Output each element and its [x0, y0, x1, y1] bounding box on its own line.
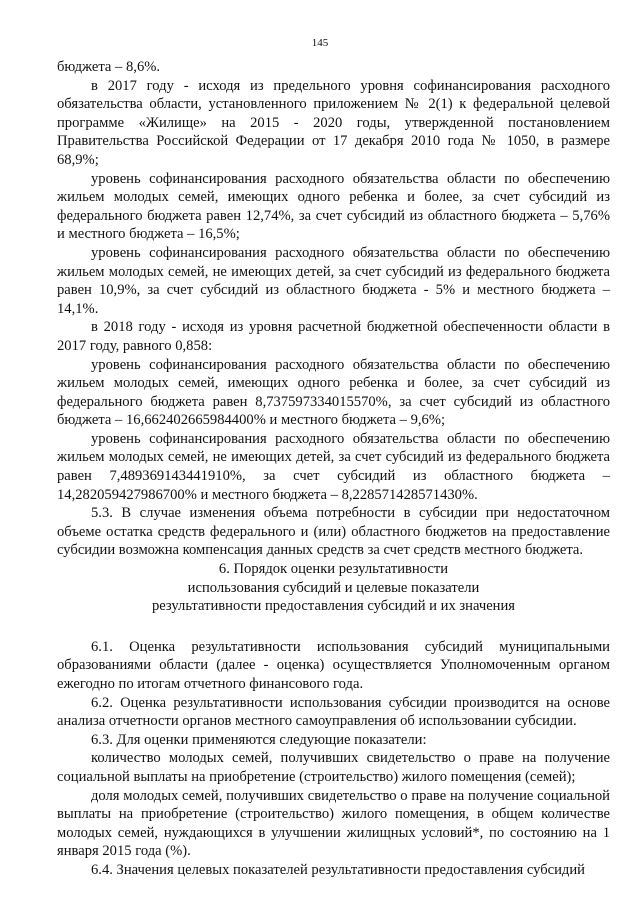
- paragraph: 5.3. В случае изменения объема потребности в субсидии при недостаточном объеме остатка средств федерального и (или) областного бюджетов на предоставление субсидии возможна компенсация данных средств за счет средств местного бюджета.: [57, 505, 610, 559]
- page-number: 145: [311, 37, 329, 49]
- paragraph: уровень софинансирования расходного обязательства области по обеспечению жильем молодых семей, не имеющих детей, за счет субсидий из федерального бюджета равен 7,489369143441910%, за счет субсидий из областного бюджета – 14,282059427986700% и местного бюджета – 8,228571428571430%.: [57, 430, 610, 503]
- paragraph: 6.3. Для оценки применяются следующие показатели:: [91, 731, 427, 748]
- section-heading-line: 6. Порядок оценки результативности: [218, 561, 449, 578]
- paragraph: уровень софинансирования расходного обязательства области по обеспечению жильем молодых семей, имеющих одного ребенка и более, за счет субсидий из федерального бюджета равен 12,74%, за счет субсидий из областного бюджета – 5,76% и местного бюджета – 16,5%;: [57, 170, 610, 243]
- paragraph: 6.4. Значения целевых показателей результативности предоставления субсидий: [91, 861, 585, 878]
- section-heading: [57, 560, 610, 616]
- paragraph: 6.2. Оценка результативности использования субсидии производится на основе анализа отчетности органов местного самоуправления об использовании субсидии.: [57, 694, 610, 730]
- paragraph: бюджета – 8,6%.: [57, 59, 161, 75]
- paragraph: уровень софинансирования расходного обязательства области по обеспечению жильем молодых семей, не имеющих детей, за счет субсидий из федерального бюджета равен 10,9%, за счет субсидий из областного бюджета - 5% и местного бюджета – 14,1%.: [57, 244, 610, 317]
- paragraph: доля молодых семей, получивших свидетельство о праве на получение социальной выплаты на приобретение (строительство) жилого помещения, в общем количестве молодых семей, нуждающихся в улучшении жилищных условий*, по состоянию на 1 января 2015 года (%).: [57, 787, 610, 860]
- paragraph: в 2018 году - исходя из уровня расчетной бюджетной обеспеченности области в 2017 году, равного 0,858:: [57, 319, 610, 354]
- paragraph: уровень софинансирования расходного обязательства области по обеспечению жильем молодых семей, имеющих одного ребенка и более, за счет субсидий из федерального бюджета равен 8,737597334015570%, за счет субсидий из областного бюджета – 16,662402665984400% и местного бюджета – 9,6%;: [57, 356, 610, 429]
- document-body: [57, 58, 610, 880]
- paragraph: в 2017 году - исходя из предельного уровня софинансирования расходного обязательства области, установленного приложением № 2(1) к федеральной целевой программе «Жилище» на 2015 - 2020 годы, утвержденной постановлением Правительства Российской Федерации от 17 декабря 2010 года № 1050, в размере 68,9%;: [57, 77, 610, 168]
- section-heading-line: результативности предоставления субсидий и их значения: [151, 598, 516, 615]
- paragraph: 6.1. Оценка результативности использования субсидий муниципальными образованиями области (далее - оценка) осуществляется Уполномоченным органом ежегодно по итогам отчетного финансового года.: [57, 638, 610, 692]
- section-heading-line: использования субсидий и целевые показатели: [187, 579, 480, 596]
- paragraph: количество молодых семей, получивших свидетельство о праве на получение социальной выплаты на приобретение (строительство) жилого помещения (семей);: [57, 750, 610, 785]
